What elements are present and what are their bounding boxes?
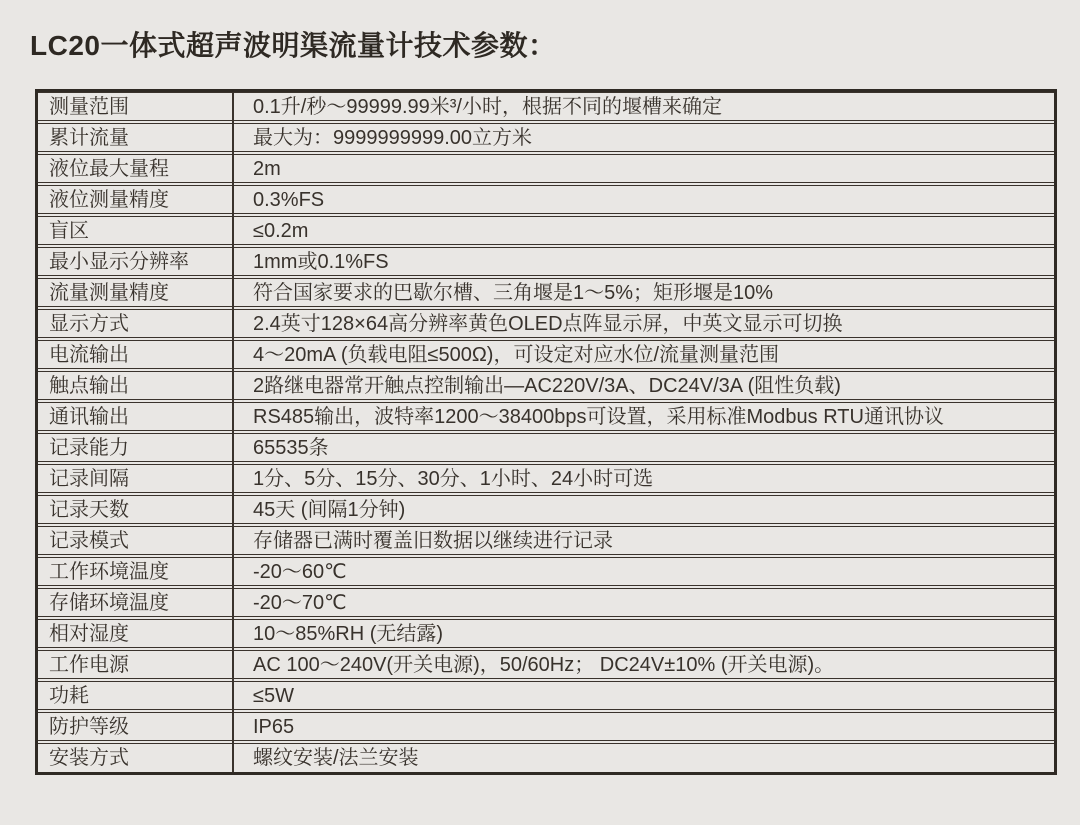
spec-value: 65535条 (253, 436, 329, 459)
spec-label: 累计流量 (49, 126, 129, 149)
spec-label: 最小显示分辨率 (49, 250, 189, 273)
spec-value: 2路继电器常开触点控制输出—AC220V/3A、DC24V/3A (阻性负载) (253, 374, 841, 397)
table-row (38, 92, 1054, 121)
spec-value: 0.3%FS (253, 188, 325, 211)
spec-label: 记录天数 (49, 498, 129, 521)
table-row (38, 557, 1054, 586)
spec-label: 记录模式 (49, 529, 129, 552)
table-row (38, 185, 1054, 214)
spec-value: RS485输出，波特率1200～38400bps可设置，采用标准Modbus RTU通讯协议 (253, 405, 944, 428)
spec-value: IP65 (253, 715, 295, 738)
spec-value: ≤5W (253, 684, 294, 707)
spec-value: 4～20mA (负载电阻≤500Ω)，可设定对应水位/流量测量范围 (253, 343, 779, 366)
spec-value: 0.1升/秒～99999.99米³/小时，根据不同的堰槽来确定 (253, 95, 722, 118)
spec-label: 显示方式 (49, 312, 129, 335)
spec-value: 符合国家要求的巴歇尔槽、三角堰是1～5%；矩形堰是10% (253, 281, 774, 304)
spec-value: 10～85%RH (无结露) (253, 622, 444, 645)
spec-label: 液位测量精度 (49, 188, 169, 211)
table-row (38, 681, 1054, 710)
spec-label: 通讯输出 (49, 405, 129, 428)
spec-label: 触点输出 (49, 374, 129, 397)
spec-value: ≤0.2m (253, 219, 309, 242)
spec-label: 工作环境温度 (49, 560, 169, 583)
table-row (38, 526, 1054, 555)
spec-label: 工作电源 (49, 653, 129, 676)
spec-value: 1mm或0.1%FS (253, 250, 389, 273)
table-row (38, 495, 1054, 524)
table-row (38, 743, 1054, 772)
spec-value: 2.4英寸128×64高分辨率黄色OLED点阵显示屏，中英文显示可切换 (253, 312, 843, 335)
spec-value: -20～60℃ (253, 560, 347, 583)
spec-value: 存储器已满时覆盖旧数据以继续进行记录 (253, 529, 613, 552)
spec-value: 最大为：9999999999.00立方米 (253, 126, 533, 149)
spec-table (35, 89, 1057, 775)
spec-label: 流量测量精度 (49, 281, 169, 304)
table-row (38, 278, 1054, 307)
table-row (38, 123, 1054, 152)
spec-label: 测量范围 (49, 95, 129, 118)
table-row (38, 433, 1054, 462)
spec-label: 记录能力 (49, 436, 129, 459)
column-divider-line (232, 92, 234, 772)
spec-value: 45天 (间隔1分钟) (253, 498, 406, 521)
spec-label: 盲区 (49, 219, 89, 242)
page-title: LC20一体式超声波明渠流量计技术参数： (30, 30, 557, 61)
spec-value: 螺纹安装/法兰安装 (253, 747, 419, 769)
spec-label: 电流输出 (49, 343, 129, 366)
spec-value: AC 100～240V(开关电源)，50/60Hz； DC24V±10% (开关电源)。 (253, 653, 835, 676)
table-row (38, 309, 1054, 338)
table-row (38, 371, 1054, 400)
table-row (38, 154, 1054, 183)
spec-value: 2m (253, 157, 281, 180)
table-row (38, 340, 1054, 369)
table-row (38, 402, 1054, 431)
spec-label: 防护等级 (49, 715, 129, 738)
spec-value: -20～70℃ (253, 591, 347, 614)
spec-label: 功耗 (49, 684, 89, 707)
table-row (38, 216, 1054, 245)
spec-label: 相对湿度 (49, 622, 129, 645)
spec-label: 液位最大量程 (49, 157, 169, 180)
table-row (38, 247, 1054, 276)
spec-label: 记录间隔 (49, 467, 129, 490)
table-row (38, 588, 1054, 617)
spec-label: 安装方式 (49, 747, 129, 769)
table-row (38, 464, 1054, 493)
spec-value: 1分、5分、15分、30分、1小时、24小时可选 (253, 467, 654, 490)
spec-label: 存储环境温度 (49, 591, 169, 614)
table-row (38, 619, 1054, 648)
table-row (38, 650, 1054, 679)
table-row (38, 712, 1054, 741)
